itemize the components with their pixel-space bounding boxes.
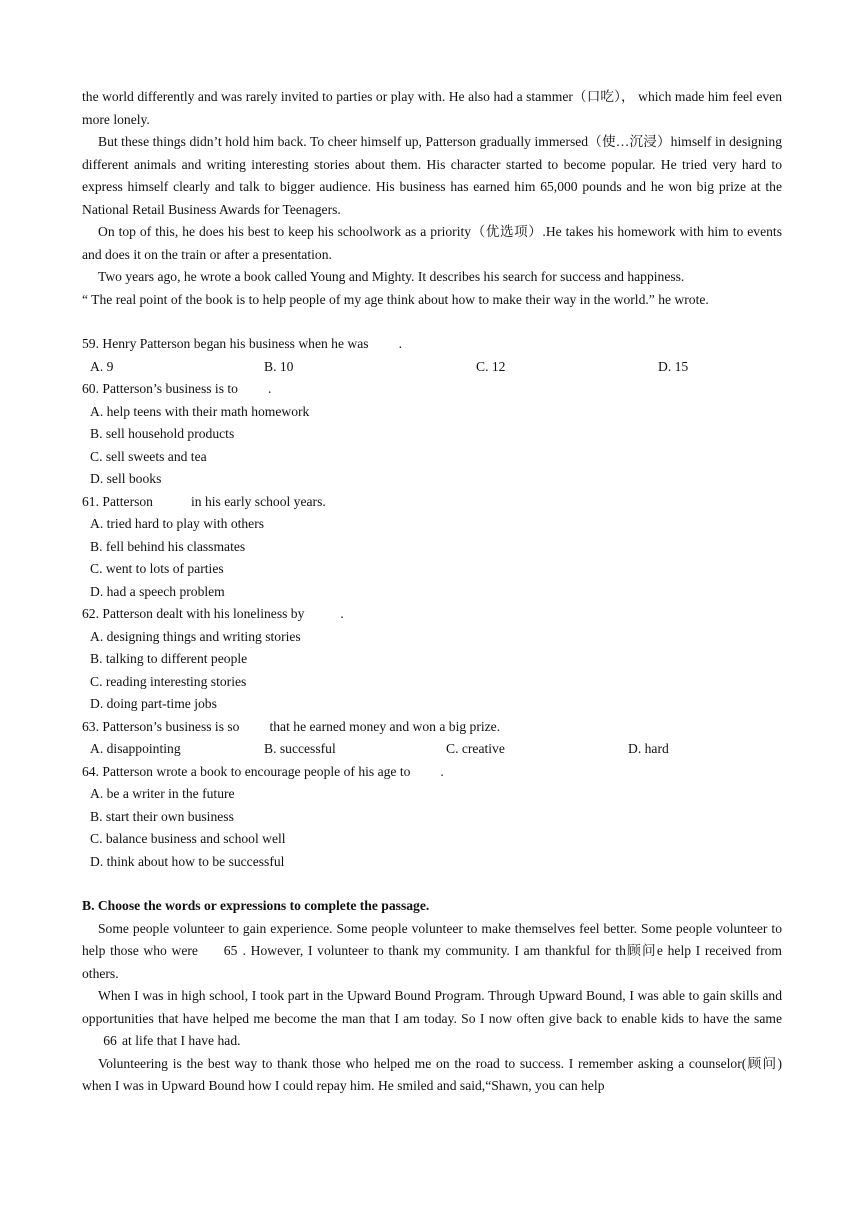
option-b[interactable]: B. successful	[264, 741, 336, 756]
exam-page	[82, 86, 782, 1098]
option-row	[82, 738, 782, 761]
passage-a	[82, 86, 782, 311]
question-59	[82, 333, 782, 378]
option-row	[82, 356, 782, 379]
option-c[interactable]: C. creative	[446, 741, 505, 756]
option-c[interactable]: C. balance business and school well	[90, 831, 286, 846]
option-a[interactable]: A. help teens with their math homework	[90, 403, 310, 419]
spacer	[82, 873, 782, 895]
option-b[interactable]: B. sell household products	[90, 426, 235, 441]
question-stem: 59. Henry Patterson began his business when he was .	[82, 336, 402, 351]
option-d[interactable]: D. hard	[628, 741, 669, 756]
passage-paragraph: Some people volunteer to gain experience. Some people volunteer to make themselves feel better. Some people volunteer to help those who were 65 . However, I volunteer to thank my community. I am thankful for th顾问e help I received from others.	[82, 920, 782, 981]
option-b[interactable]: B. 10	[264, 358, 294, 374]
option-d[interactable]: D. doing part-time jobs	[90, 696, 217, 711]
option-a[interactable]: A. designing things and writing stories	[90, 628, 301, 644]
passage-paragraph: When I was in high school, I took part in the Upward Bound Program. Through Upward Bound, I was able to gain skills and opportunities that have helped me become the man that I am today. So I now often give back to enable kids to have the same 66 at life that I have had.	[82, 985, 782, 1053]
option-d[interactable]: D. 15	[658, 358, 689, 374]
question-stem: 62. Patterson dealt with his loneliness by .	[82, 606, 344, 621]
option-c[interactable]: C. went to lots of parties	[90, 561, 224, 576]
section-b-heading: B. Choose the words or expressions to complete the passage.	[82, 898, 430, 913]
passage-paragraph: But these things didn’t hold him back. To cheer himself up, Patterson gradually immersed（使…沉浸）himself in designing different animals and writing interesting stories about them. His character started to become popular. He tried very hard to express himself clearly and talk to bigger audience. His business has earned him 65,000 pounds and he won big prize at the National Retail Business Awards for Teenagers.	[82, 134, 782, 217]
option-d[interactable]: D. think about how to be successful	[90, 853, 285, 869]
question-64	[82, 761, 782, 874]
question-62	[82, 603, 782, 716]
option-a[interactable]: A. tried hard to play with others	[90, 516, 265, 531]
option-b[interactable]: B. start their own business	[90, 808, 234, 824]
question-stem: 63. Patterson’s business is so that he earned money and won a big prize.	[82, 718, 501, 734]
question-63	[82, 716, 782, 761]
option-c[interactable]: C. reading interesting stories	[90, 673, 247, 689]
question-stem: 61. Patterson in his early school years.	[82, 493, 326, 509]
blank-65[interactable]: 65	[223, 943, 238, 958]
option-b[interactable]: B. talking to different people	[90, 651, 248, 666]
option-c[interactable]: C. sell sweets and tea	[90, 448, 207, 464]
option-a[interactable]: A. be a writer in the future	[90, 786, 235, 801]
passage-paragraph: Volunteering is the best way to thank those who helped me on the road to success. I remember asking a counselor(顾问) when I was in Upward Bound how I could repay him. He smiled and said,“Shawn, you can help	[82, 1055, 782, 1093]
passage-paragraph: Two years ago, he wrote a book called Young and Mighty. It describes his search for success and happiness.	[98, 269, 685, 284]
question-60	[82, 378, 782, 491]
passage-paragraph: “ The real point of the book is to help people of my age think about how to make their way in the world.” he wrote.	[82, 291, 709, 307]
option-a[interactable]: A. 9	[90, 358, 114, 374]
blank-66[interactable]: 66	[103, 1033, 117, 1048]
question-61	[82, 491, 782, 604]
option-c[interactable]: C. 12	[476, 358, 506, 374]
question-stem: 60. Patterson’s business is to .	[82, 381, 272, 396]
option-a[interactable]: A. disappointing	[90, 741, 181, 756]
passage-paragraph: On top of this, he does his best to keep his schoolwork as a priority（优选项）.He takes his homework with him to events and does it on the train or after a presentation.	[82, 224, 782, 262]
option-b[interactable]: B. fell behind his classmates	[90, 538, 246, 554]
question-list	[82, 333, 782, 873]
option-d[interactable]: D. had a speech problem	[90, 583, 225, 599]
question-stem: 64. Patterson wrote a book to encourage people of his age to .	[82, 763, 444, 779]
spacer	[82, 311, 782, 333]
option-d[interactable]: D. sell books	[90, 471, 162, 486]
passage-paragraph: the world differently and was rarely invited to parties or play with. He also had a stammer（口吃）， which made him feel even more lonely.	[82, 89, 782, 127]
section-b	[82, 895, 782, 1098]
